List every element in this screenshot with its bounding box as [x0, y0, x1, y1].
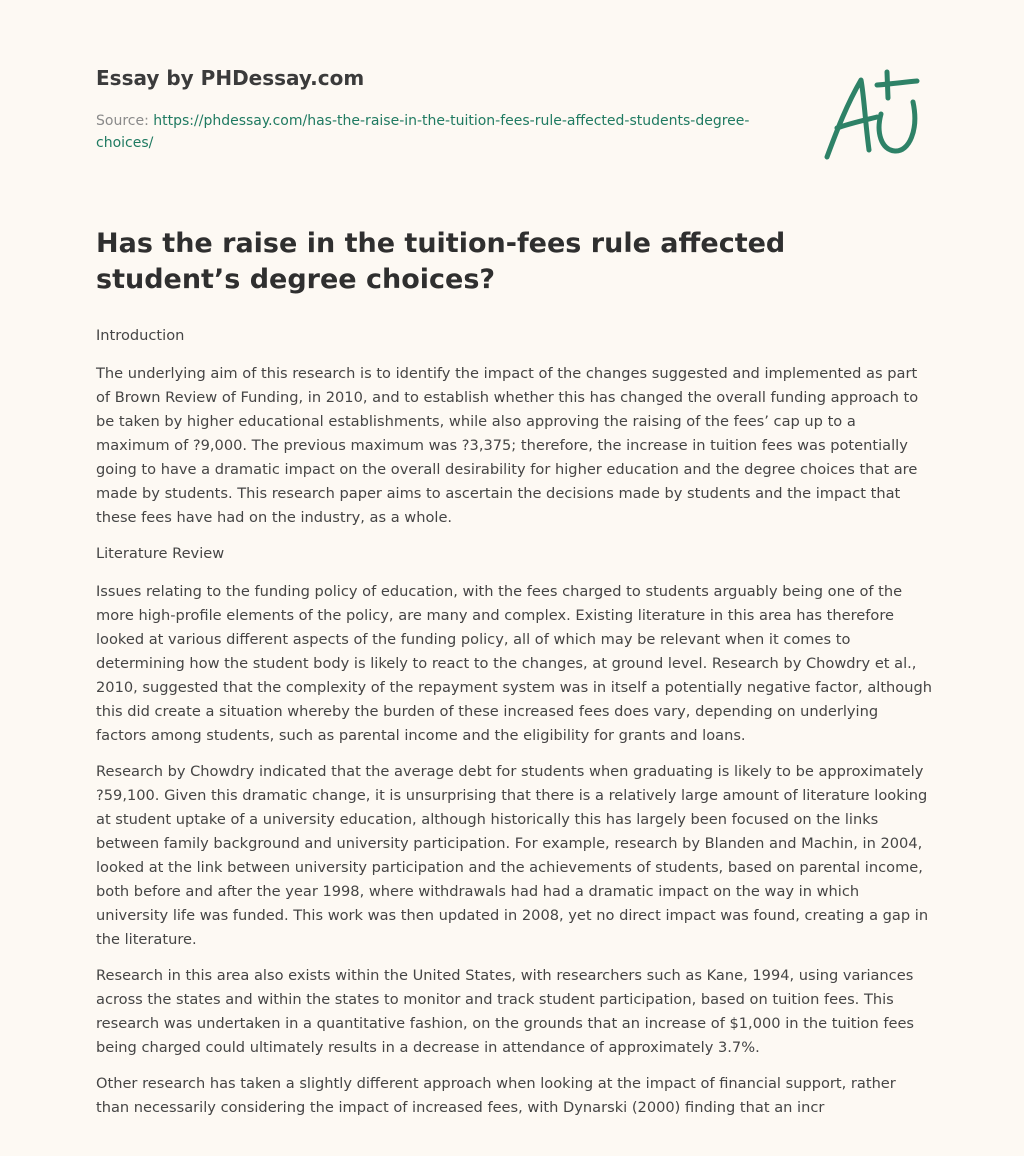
paragraph-literature-1: Issues relating to the funding policy of education, with the fees charged to students arguably being one of the more high-profile elements of the policy, are many and complex. Existing literature in this area has therefore looked at various different aspects of the funding policy, all of which may be relevant when it comes to determining how the student body is likely to react to the changes, at ground level. Research by Chowdry et al., 2010, suggested that the complexity of the repayment system was in itself a potentially negative factor, although this did create a situation whereby the burden of these increased fees does vary, depending on underlying factors among students, such as parental income and the eligibility for grants and loans.: [96, 583, 932, 744]
section-heading-introduction: Introduction: [96, 327, 185, 344]
a-plus-logo-svg: [821, 68, 927, 164]
article-title: Has the raise in the tuition-fees rule affected student’s degree choices?: [96, 228, 786, 295]
source-label: Source:: [96, 113, 154, 129]
paragraph-intro: The underlying aim of this research is to identify the impact of the changes suggested and implemented as part of Brown Review of Funding, in 2010, and to establish whether this has changed the overall funding approach to be taken by higher educational establishments, while also approving the raising of the fees’ cap up to a maximum of ?9,000. The previous maximum was ?3,375; therefore, the increase in tuition fees was potentially going to have a dramatic impact on the overall desirability for higher education and the degree choices that are made by students. This research paper aims to ascertain the decisions made by students and the impact that these fees have had on the industry, as a whole.: [96, 365, 919, 526]
section-heading-literature-review: Literature Review: [96, 545, 225, 562]
a-plus-logo-icon: [821, 68, 927, 164]
site-brand: Essay by PHDessay.com: [96, 66, 365, 90]
paragraph-literature-4: Other research has taken a slightly different approach when looking at the impact of financial support, rather than necessarily considering the impact of increased fees, with Dynarski (2000) finding that an incr: [96, 1075, 896, 1116]
article-body: [96, 324, 932, 1132]
paragraph-literature-2: Research by Chowdry indicated that the average debt for students when graduating is likely to be approximately ?59,100. Given this dramatic change, it is unsurprising that there is a relatively large amount of literature looking at student uptake of a university education, although historically this has largely been focused on the links between family background and university participation. For example, research by Blanden and Machin, in 2004, looked at the link between university participation and the achievements of students, based on parental income, both before and after the year 1998, where withdrawals had had a dramatic impact on the way in which university life was funded. This work was then updated in 2008, yet no direct impact was found, creating a gap in the literature.: [96, 763, 929, 948]
paragraph-literature-3: Research in this area also exists within the United States, with researchers such as Kane, 1994, using variances across the states and within the states to monitor and track student participation, based on tuition fees. This research was undertaken in a quantitative fashion, on the grounds that an increase of $1,000 in the tuition fees being charged could ultimately results in a decrease in attendance of approximately 3.7%.: [96, 967, 915, 1056]
source-line: [96, 110, 756, 154]
source-link[interactable]: https://phdessay.com/has-the-raise-in-the-tuition-fees-rule-affected-students-degree-choices/: [96, 113, 750, 151]
